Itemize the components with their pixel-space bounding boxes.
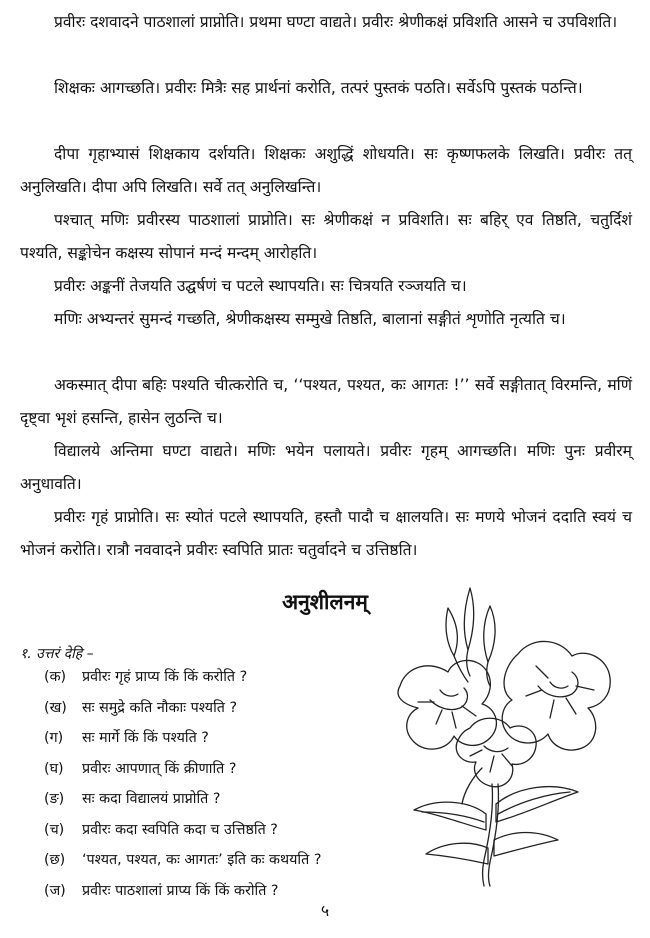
- question-item: [44, 784, 321, 815]
- question-text: प्रवीरः आपणात् किं क्रीणाति ?: [82, 760, 237, 777]
- paragraph-3: दीपा गृहाभ्यासं शिक्षकाय दर्शयति। शिक्षकः अशुद्धिं शोधयति। सः कृष्णफलके लिखति। प्रवीरः तत् अनुलिखति। दीपा अपि लिखति। सर्वे तत् अनुलिखन्ति।: [20, 145, 632, 196]
- paragraph-5: प्रवीरः अङ्कनीं तेजयति उद्घर्षणं च पटले स्थापयति। सः चित्रयति रञ्जयति च।: [54, 277, 467, 295]
- question-head: १. उत्तरं देहि –: [20, 646, 94, 662]
- question-mark: (च): [44, 821, 65, 838]
- paragraph-4: पश्चात् मणिः प्रवीरस्य पाठशालां प्राप्नोति। सः श्रेणीकक्षं न प्रविशति। सः बहिर् एव तिष्ठति, चतुर्दिशं पश्यति, सङ्कोचेन कक्षस्य सोपानं मन्दं मन्दम् आरोहति।: [20, 211, 632, 262]
- question-text: प्रवीरः पाठशालां प्राप्य किं किं करोति ?: [82, 882, 279, 899]
- paragraph-9: प्रवीरः गृहं प्राप्नोति। सः स्योतं पटले स्थापयति, हस्तौ पादौ च क्षालयति। सः मणये भोजनं ददाति स्वयं च भोजनं करोति। रात्रौ नववादने प्रवीरः स्वपिति प्रातः चतुर्वादने च उत्तिष्ठति।: [20, 508, 632, 559]
- paragraph-7: अकस्मात् दीपा बहिः पश्यति चीत्करोति च, ‘‘पश्यत, पश्यत, कः आगतः !’’ सर्वे सङ्गीतात् विरमन्ति, मणिं दृष्ट्वा भृशं हसन्ति, हासेन लुठन्ति च।: [20, 376, 632, 427]
- question-text: प्रवीरः गृहं प्राप्य किं किं करोति ?: [82, 669, 248, 685]
- question-mark: (ग): [44, 730, 64, 746]
- question-text: सः समुद्रे कति नौकाः पश्यति ?: [82, 699, 238, 716]
- paragraph-2: शिक्षकः आगच्छति। प्रवीरः मित्रैः सह प्रार्थनां करोति, तत्परं पुस्तकं पठति। सर्वेऽपि पुस्तकं पठन्ति।: [54, 79, 583, 97]
- flower-illustration: [378, 578, 640, 890]
- question-item: [44, 723, 321, 754]
- question-item: [44, 845, 321, 876]
- question-list: [44, 662, 321, 906]
- question-mark: (ङ): [44, 791, 65, 807]
- question-mark: (ख): [44, 699, 67, 716]
- question-item: [44, 815, 321, 846]
- question-item: [44, 693, 321, 724]
- question-item: [44, 754, 321, 785]
- question-text: ‘पश्यत, पश्यत, कः आगतः’ इति कः कथयति ?: [82, 852, 322, 868]
- question-text: सः मार्गे किं किं पश्यति ?: [82, 730, 209, 746]
- question-text: सः कदा विद्यालयं प्राप्नोति ?: [82, 791, 221, 807]
- paragraph-1: प्रवीरः दशवादने पाठशालां प्राप्नोति। प्रथमा घण्टा वाद्यते। प्रवीरः श्रेणीकक्षं प्रविशति आसने च उपविशति।: [54, 13, 618, 31]
- question-text: प्रवीरः कदा स्वपिति कदा च उत्तिष्ठति ?: [82, 821, 278, 838]
- question-mark: (छ): [44, 852, 66, 868]
- paragraph-8: विद्यालये अन्तिमा घण्टा वाद्यते। मणिः भयेन पलायते। प्रवीरः गृहम् आगच्छति। मणिः पुनः प्रवीरम् अनुधावति।: [20, 442, 632, 493]
- page-number: ५: [320, 901, 330, 920]
- paragraph-6: मणिः अभ्यन्तरं सुमन्दं गच्छति, श्रेणीकक्षस्य सम्मुखे तिष्ठति, बालानां सङ्गीतं शृणोति नृत्यति च।: [54, 310, 566, 328]
- exercise-heading: अनुशीलनम्: [282, 590, 368, 614]
- question-item: [44, 662, 321, 693]
- question-mark: (क): [44, 669, 67, 685]
- question-mark: (घ): [44, 760, 64, 777]
- question-mark: (ज): [44, 882, 66, 899]
